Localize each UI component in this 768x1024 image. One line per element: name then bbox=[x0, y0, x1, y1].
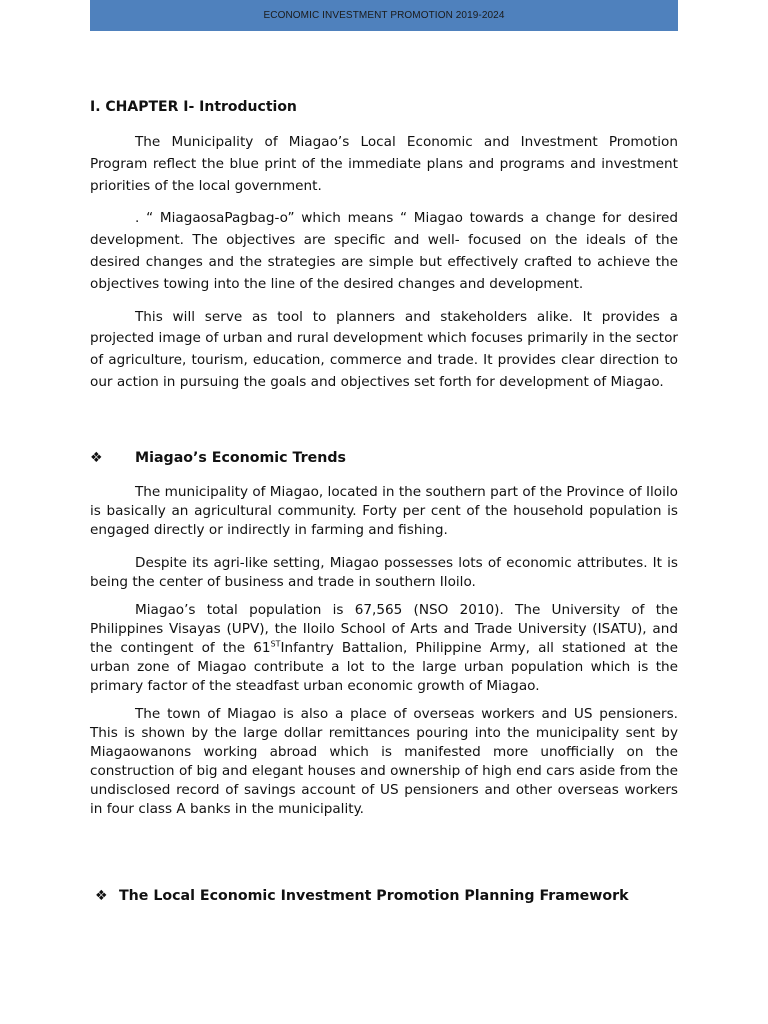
trends-paragraph-1: The municipality of Miagao, located in the southern part of the Province of Iloilo is basically an agricultural community. Forty per cent of the household population is engaged directly or indirectly in farming and fishing. bbox=[90, 483, 678, 538]
ordinal-suffix: ST bbox=[270, 639, 281, 649]
trends-heading bbox=[90, 448, 678, 468]
chapter-title: I. CHAPTER I- Introduction bbox=[90, 99, 297, 115]
intro-paragraph-2: . “ MiagaosaPagbag-o” which means “ Miagao towards a change for desired development. The objectives are specific and well- focused on the ideals of the desired changes and the strategies are simple but effectively crafted to achieve the objectives towing into the line of the desired changes and development. bbox=[90, 210, 678, 292]
document-body bbox=[90, 96, 678, 921]
framework-heading bbox=[90, 886, 678, 906]
page-header-title: ECONOMIC INVESTMENT PROMOTION 2019-2024 bbox=[263, 10, 505, 21]
page-header-band bbox=[90, 0, 678, 31]
section-spacer bbox=[90, 405, 678, 448]
trends-paragraph-2: Despite its agri-like setting, Miagao possesses lots of economic attributes. It is being the center of business and trade in southern Iloilo. bbox=[90, 554, 678, 590]
diamond-bullet-icon: ❖ bbox=[90, 449, 103, 466]
intro-paragraph-1: The Municipality of Miagao’s Local Economic and Investment Promotion Program reflect the blue print of the immediate plans and programs and investment priorities of the local government. bbox=[90, 134, 678, 194]
trends-paragraph-3-part-a: Miagao’s total population is 67,565 (NSO 2010). The University of the Philippines Visayas (UPV), the Iloilo School of Arts and Trade University (ISATU), and the contingent of the 61 bbox=[90, 601, 678, 656]
trends-heading-text: Miagao’s Economic Trends bbox=[135, 449, 346, 466]
intro-paragraph-3: This will serve as tool to planners and stakeholders alike. It provides a projected image of urban and rural development which focuses primarily in the sector of agriculture, tourism, education, commerce and trade. It provides clear direction to our action in pursuing the goals and objectives set forth for development of Miagao. bbox=[90, 308, 678, 390]
section-spacer bbox=[90, 833, 678, 886]
trends-paragraph-3 bbox=[90, 601, 678, 696]
trends-paragraph-3-part-b: Infantry Battalion, Philippine Army, all stationed at the urban zone of Miagao contribute a lot to the large urban population which is the primary factor of the steadfast urban economic growth of Miagao. bbox=[90, 639, 678, 694]
trends-paragraph-4: The town of Miagao is also a place of overseas workers and US pensioners. This is shown by the large dollar remittances pouring into the municipality sent by Miagaowanons working abroad which is manifested more unofficially on the construction of big and elegant houses and ownership of high end cars aside from the undisclosed record of savings account of US pensioners and other overseas workers in four class A banks in the municipality. bbox=[90, 705, 678, 817]
framework-heading-text: The Local Economic Investment Promotion Planning Framework bbox=[119, 887, 629, 904]
diamond-bullet-icon: ❖ bbox=[95, 887, 108, 904]
